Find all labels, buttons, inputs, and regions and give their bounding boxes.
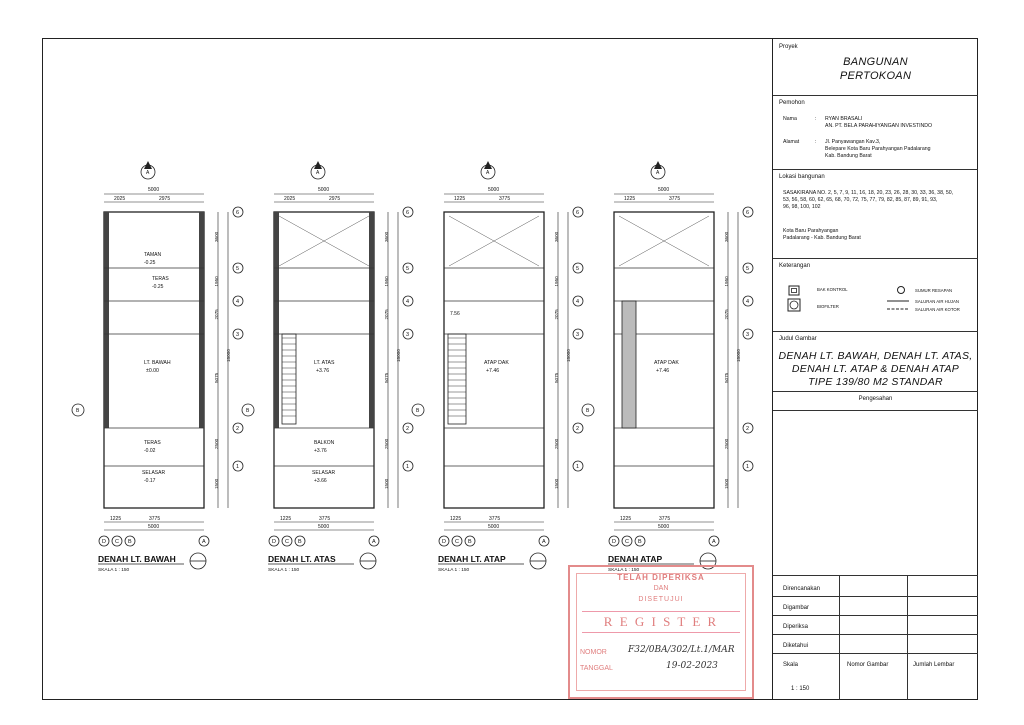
dim-d: 3775: [659, 516, 671, 522]
grid-letter: A: [372, 539, 376, 545]
dim-vertical: 1950: [724, 276, 729, 287]
dim-a: 1225: [624, 196, 636, 202]
grid-number: 4: [576, 299, 580, 305]
location-city-1: Kota Baru Parahyangan: [783, 228, 839, 234]
elevation-label: +3.76: [314, 448, 327, 454]
section-mark: A: [486, 170, 490, 176]
plan-2: [242, 161, 413, 573]
grid-letter: B: [298, 539, 302, 545]
project-label: Proyek: [779, 44, 798, 50]
footer-nomor-gambar: Nomor Gambar: [847, 662, 889, 668]
grid-letter: B: [128, 539, 132, 545]
project-name-line2: PERTOKOAN: [839, 70, 912, 82]
legend-bak-kontrol: BAK KONTROL: [817, 287, 848, 292]
elevation-label: ±0.00: [146, 368, 159, 374]
stamp-register: R E G I S T E R: [582, 611, 740, 633]
signoff-direncanakan: Direncanakan: [783, 586, 821, 592]
dim-b: 3775: [499, 196, 511, 202]
grid-number: 5: [236, 266, 240, 272]
dim-bottom: 5000: [318, 524, 330, 530]
grid-letter: A: [542, 539, 546, 545]
grid-number: 1: [236, 464, 240, 470]
plan-1: [72, 161, 243, 573]
grid-number: 5: [406, 266, 410, 272]
applicant-address-label: Alamat: [783, 139, 800, 145]
dim-c: 1225: [110, 516, 122, 522]
dim-vertical: 1500: [724, 478, 729, 489]
plan-scale: SKALA 1 : 150: [98, 568, 130, 573]
dim-c: 1225: [620, 516, 632, 522]
dim-b: 2975: [159, 196, 171, 202]
dim-d: 3775: [489, 516, 501, 522]
grid-letter: B: [638, 539, 642, 545]
applicant-label: Pemohon: [779, 100, 805, 106]
legend-biofilter: BIOFILTER: [817, 304, 839, 309]
elevation-label: -0.17: [144, 478, 156, 484]
grid-letter: C: [115, 539, 119, 545]
grid-letter: D: [102, 539, 106, 545]
grid-letter: A: [712, 539, 716, 545]
grid-letter: C: [455, 539, 459, 545]
location-lots-1: SASAKIRANA NO. 2, 5, 7, 9, 11, 16, 18, 20, 23, 26, 28, 30, 33, 36, 38, 50,: [783, 190, 954, 196]
plan-scale: SKALA 1 : 150: [608, 568, 640, 573]
grid-number: 5: [576, 266, 580, 272]
grid-number: 4: [746, 299, 750, 305]
signoff-diperiksa: Diperiksa: [783, 624, 809, 630]
dim-vertical: 3600: [384, 231, 389, 242]
wall: [274, 212, 279, 428]
plan-4: [582, 161, 753, 573]
dim-a: 2025: [114, 196, 126, 202]
dim-total: 18000: [396, 349, 401, 362]
room-label: TERAS: [144, 440, 161, 446]
dim-d: 3775: [149, 516, 161, 522]
approval-stamp: [568, 565, 754, 699]
stamp-tanggal-value: 19-02-2023: [666, 661, 718, 671]
plan-3: [412, 161, 583, 573]
plan-title: DENAH LT. BAWAH: [98, 554, 176, 564]
dim-total: 18000: [226, 349, 231, 362]
elevation-label: +7.46: [656, 368, 670, 374]
room-label: SELASAR: [142, 470, 166, 476]
stamp-nomor-value: F32/0BA/302/Lt.1/MAR: [628, 645, 735, 655]
stair: [448, 334, 466, 424]
stamp-line3: DISETUJUI: [638, 596, 684, 603]
applicant-address-2: Belepare Kota Baru Parahyangan Padalarang: [825, 146, 931, 152]
grid-number: 5: [746, 266, 750, 272]
title-block: Proyek BANGUNAN PERTOKOAN Pemohon Nama : RYAN BRASALI AN. PT. BELA PARAHIYANGAN INVESTINDO Alamat : Jl. Panyawangan Kav.3, Belepare Kota Baru Parahyangan Padalarang Kab. Bandung Barat Lokasi bangunan SASAKIRANA NO. 2, 5, 7, 9, 11, 16, 18, 20, 23, 26, 28, 30, 33, 36, 38, 50, 53, 56, 58, 60, 62, 65, 68, 70, 72, 75, 77, 79, 82, 85, 87, 89, 91, 93, 96, 98, 100, 102 Kota Baru Parahyangan Padalarang - Kab. Bandung Barat Keterangan BAK KONTROL BIOFILTER SUMUR RESAPAN SALURAN AIR HUJAN SALURAN AIR KOTOR Judul Gambar DENAH LT. BAWAH, DENAH LT. ATAS, DENAH LT. ATAP & DENAH ATAP TIPE 139/80 M2 STANDAR Pengesahan Direncanakan Digambar Diperiksa Diketahui Skala Nomor Gambar Jumlah Lembar 1 : 150: [772, 38, 978, 700]
grid-letter: D: [442, 539, 446, 545]
north-arrow-head: [144, 161, 152, 169]
project-name-line1: BANGUNAN: [843, 56, 908, 68]
approval-label: Pengesahan: [858, 396, 893, 402]
room-label: SELASAR: [312, 470, 336, 476]
location-label: Lokasi bangunan: [779, 174, 825, 180]
grid-number: 3: [406, 332, 410, 338]
grid-number: 6: [406, 210, 410, 216]
applicant-name: RYAN BRASALI: [825, 116, 863, 122]
grid-number: 3: [236, 332, 240, 338]
footer-scale-value: 1 : 150: [791, 686, 810, 692]
dim-vertical: 2075: [724, 309, 729, 320]
north-arrow-head: [484, 161, 492, 169]
roof-hatch: [622, 301, 636, 428]
elevation-label: -0.25: [152, 284, 164, 290]
room-label: ATAP DAK: [484, 360, 509, 366]
legend-label: Keterangan: [779, 263, 811, 269]
location-lots-2: 53, 56, 58, 60, 62, 65, 68, 70, 72, 75, 77, 79, 82, 85, 87, 89, 91, 93,: [783, 197, 938, 203]
dim-a: 2025: [284, 196, 296, 202]
applicant-company: AN. PT. BELA PARAHIYANGAN INVESTINDO: [825, 123, 933, 129]
applicant-address-1: Jl. Panyawangan Kav.3,: [825, 139, 881, 145]
stamp-line2: DAN: [653, 585, 669, 592]
dim-vertical: 5075: [384, 372, 389, 383]
grid-number: 2: [236, 426, 240, 432]
elevation-label: +3.76: [316, 368, 330, 374]
elevation-label: -0.25: [144, 260, 156, 266]
dim-vertical: 2500: [554, 438, 559, 449]
section-mark: B: [246, 408, 250, 414]
dim-vertical: 3600: [724, 231, 729, 242]
wall: [199, 212, 204, 428]
dim-bottom: 5000: [488, 524, 500, 530]
footer-jumlah-lembar: Jumlah Lembar: [913, 662, 955, 668]
dim-vertical: 3600: [214, 231, 219, 242]
dim-top: 5000: [658, 187, 670, 193]
north-arrow-head: [314, 161, 322, 169]
grid-number: 1: [746, 464, 750, 470]
dim-d: 3775: [319, 516, 331, 522]
dim-total: 18000: [736, 349, 741, 362]
plan-title: DENAH ATAP: [608, 554, 663, 564]
dim-bottom: 5000: [658, 524, 670, 530]
grid-number: 3: [746, 332, 750, 338]
dim-vertical: 2075: [554, 309, 559, 320]
grid-number: 4: [406, 299, 410, 305]
legend-sumur-resapan: SUMUR RESAPAN: [915, 288, 953, 293]
grid-letter: D: [272, 539, 276, 545]
dim-vertical: 1500: [554, 478, 559, 489]
dim-bottom: 5000: [148, 524, 160, 530]
dim-a: 1225: [454, 196, 466, 202]
stair: [282, 334, 296, 424]
plan-title: DENAH LT. ATAP: [438, 554, 506, 564]
section-mark: A: [656, 170, 660, 176]
dim-b: 2975: [329, 196, 341, 202]
dim-vertical: 1950: [384, 276, 389, 287]
grid-number: 2: [576, 426, 580, 432]
location-lots-3: 96, 98, 100, 102: [783, 204, 821, 210]
dim-top: 5000: [488, 187, 500, 193]
dim-vertical: 2500: [724, 438, 729, 449]
plan-title: DENAH LT. ATAS: [268, 554, 336, 564]
dim-vertical: 1950: [554, 276, 559, 287]
grid-letter: C: [625, 539, 629, 545]
dim-vertical: 5075: [724, 372, 729, 383]
dim-vertical: 1950: [214, 276, 219, 287]
drawing-title-label: Judul Gambar: [779, 336, 817, 342]
dim-vertical: 3600: [554, 231, 559, 242]
plan-scale: SKALA 1 : 150: [438, 568, 470, 573]
dim-top: 5000: [148, 187, 160, 193]
grid-number: 1: [576, 464, 580, 470]
section-mark: A: [146, 170, 150, 176]
grid-letter: A: [202, 539, 206, 545]
dim-vertical: 2500: [214, 438, 219, 449]
grid-number: 3: [576, 332, 580, 338]
grid-letter: D: [612, 539, 616, 545]
room-label: TERAS: [152, 276, 169, 282]
elevation-label: 7.56: [450, 311, 460, 317]
room-label: LT. BAWAH: [144, 360, 171, 366]
signoff-diketahui: Diketahui: [783, 643, 809, 649]
elevation-label: -0.02: [144, 448, 156, 454]
room-label: TAMAN: [144, 252, 162, 258]
dim-vertical: 5075: [554, 372, 559, 383]
north-arrow-head: [654, 161, 662, 169]
elevation-label: +7.46: [486, 368, 500, 374]
elevation-label: +3.66: [314, 478, 327, 484]
signoff-digambar: Digambar: [783, 605, 810, 611]
applicant-name-label: Nama: [783, 116, 797, 122]
grid-number: 6: [236, 210, 240, 216]
wall: [369, 212, 374, 428]
grid-number: 2: [746, 426, 750, 432]
dim-vertical: 5075: [214, 372, 219, 383]
room-label: BALKON: [314, 440, 335, 446]
drawing-title-line3: TIPE 139/80 M2 STANDAR: [808, 376, 943, 388]
dim-vertical: 1500: [214, 478, 219, 489]
stamp-nomor-label: NOMOR: [580, 649, 607, 656]
dim-b: 3775: [669, 196, 681, 202]
wall: [104, 212, 109, 428]
room-label: LT. ATAS: [314, 360, 335, 366]
grid-letter: C: [285, 539, 289, 545]
drawing-title-line1: DENAH LT. BAWAH, DENAH LT. ATAS,: [778, 350, 973, 362]
dim-c: 1225: [280, 516, 292, 522]
drawing-title-line2: DENAH LT. ATAP & DENAH ATAP: [791, 363, 960, 375]
section-mark: B: [416, 408, 420, 414]
stamp-tanggal-label: TANGGAL: [580, 665, 613, 672]
dim-vertical: 2500: [384, 438, 389, 449]
room-label: ATAP DAK: [654, 360, 679, 366]
location-city-2: Padalarang - Kab. Bandung Barat: [783, 235, 861, 241]
grid-number: 6: [746, 210, 750, 216]
footer-skala: Skala: [783, 662, 799, 668]
legend-saluran-hujan: SALURAN AIR HUJAN: [915, 299, 959, 304]
dim-vertical: 2075: [384, 309, 389, 320]
dim-vertical: 1500: [384, 478, 389, 489]
grid-letter: B: [468, 539, 472, 545]
grid-number: 6: [576, 210, 580, 216]
dim-top: 5000: [318, 187, 330, 193]
section-mark: B: [76, 408, 80, 414]
grid-number: 4: [236, 299, 240, 305]
section-mark: A: [316, 170, 320, 176]
grid-number: 1: [406, 464, 410, 470]
plan-scale: SKALA 1 : 150: [268, 568, 300, 573]
stamp-line1: TELAH DIPERIKSA: [617, 573, 705, 582]
legend-saluran-kotor: SALURAN AIR KOTOR: [915, 307, 960, 312]
dim-vertical: 2075: [214, 309, 219, 320]
grid-number: 2: [406, 426, 410, 432]
section-mark: B: [586, 408, 590, 414]
applicant-address-3: Kab. Bandung Barat: [825, 153, 872, 159]
dim-total: 18000: [566, 349, 571, 362]
dim-c: 1225: [450, 516, 462, 522]
